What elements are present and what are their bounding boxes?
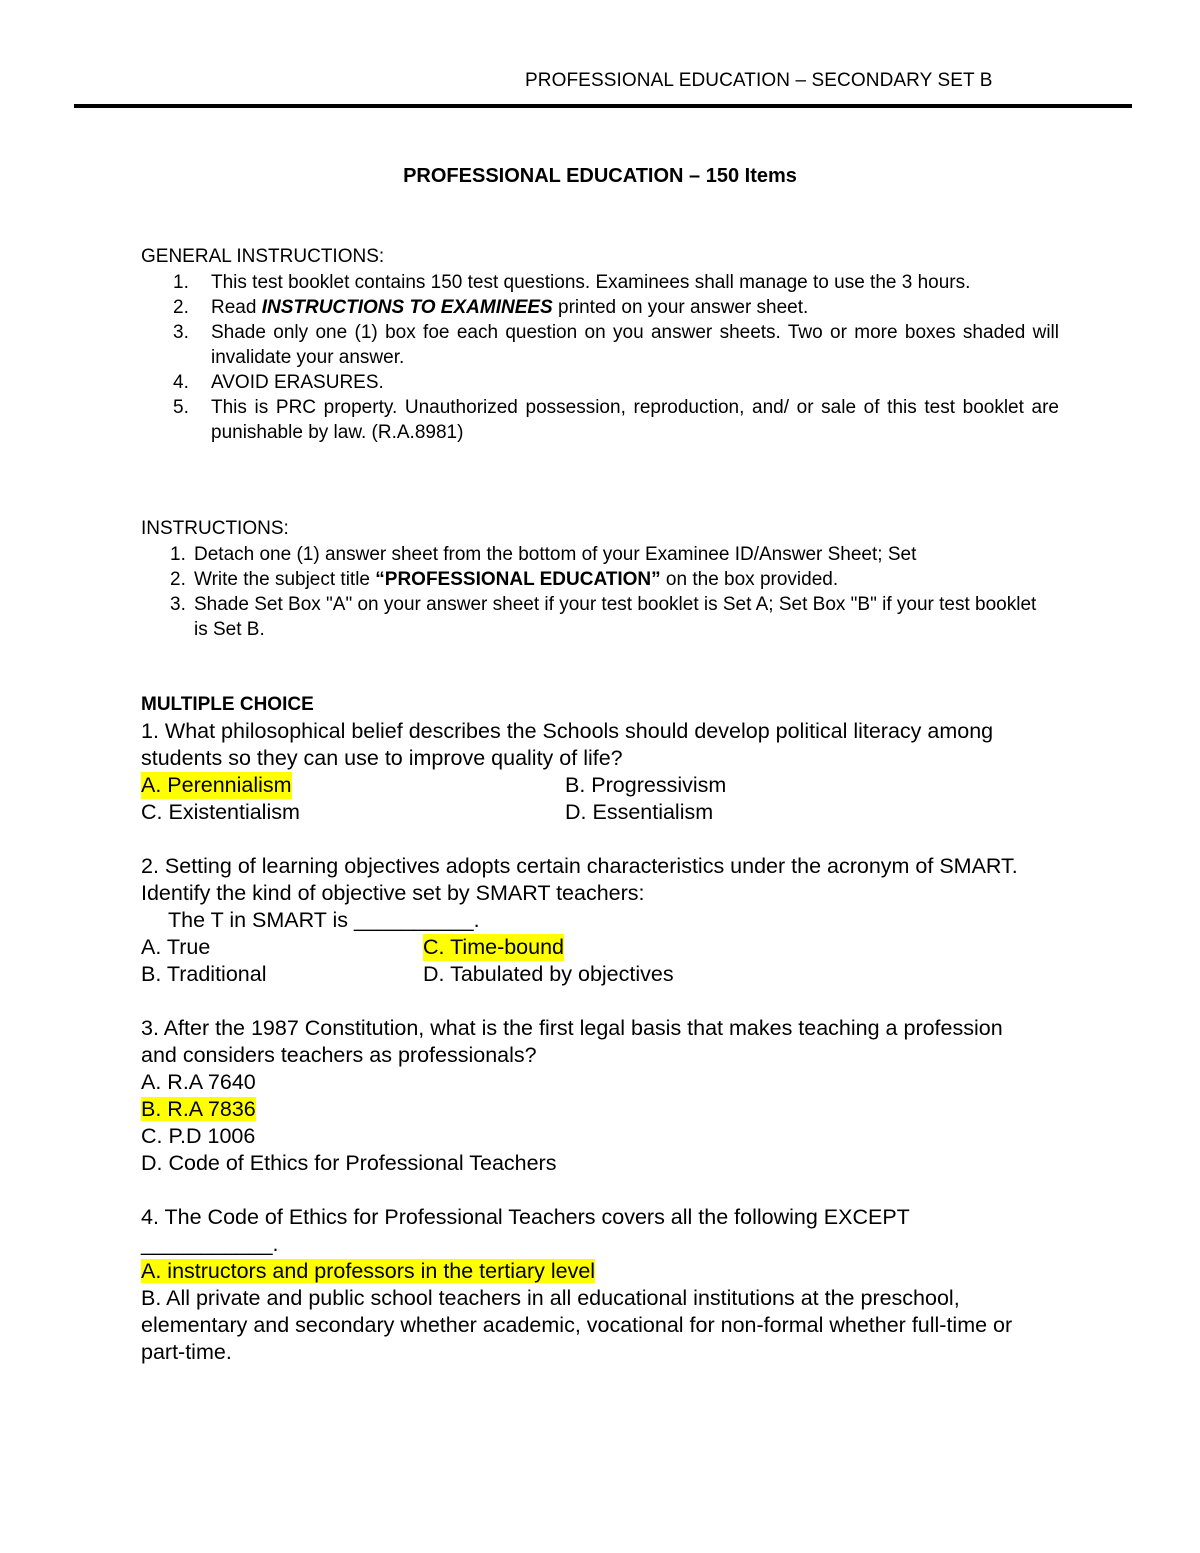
list-item [170,542,1050,567]
list-item [170,592,1050,642]
multiple-choice-section [141,691,1041,1366]
option-b: B. All private and public school teachers in all educational institutions at the preschool, elementary and secondary whether academic, vocational for non-formal whether full-time or part-time. [141,1286,1013,1364]
option-b: B. Traditional [141,962,267,986]
general-instructions-list [173,270,1059,445]
option-row [141,772,1041,799]
item-text-post: on the box provided. [660,569,839,590]
question-2 [141,853,1041,988]
item-number: 1. [173,272,189,293]
item-text: AVOID ERASURES. [211,372,384,393]
question-stem: 4. The Code of Ethics for Professional Teachers covers all the following EXCEPT [141,1205,910,1229]
general-instructions-label: GENERAL INSTRUCTIONS: [141,246,385,267]
list-item [173,370,1059,395]
option-row [141,934,1041,961]
question-3 [141,1015,1041,1177]
header-rule [74,104,1132,108]
question-sub: The T in SMART is __________. [168,908,480,932]
question-stem: 3. After the 1987 Constitution, what is the first legal basis that makes teaching a profession and considers teachers as professionals? [141,1016,1003,1067]
item-number: 4. [173,372,189,393]
item-text: Shade Set Box "A" on your answer sheet if your test booklet is Set A; Set Box "B" if your test booklet is Set B. [194,594,1037,640]
instructions-list [170,542,1050,642]
option-d: D. Essentialism [565,800,714,824]
item-text: Detach one (1) answer sheet from the bottom of your Examinee ID/Answer Sheet; Set [194,544,917,565]
item-text-emphasis: INSTRUCTIONS TO EXAMINEES [261,297,553,318]
item-text: This test booklet contains 150 test questions. Examinees shall manage to use the 3 hours. [211,272,971,293]
option-d: D. Tabulated by objectives [423,962,674,986]
option-a: A. True [141,935,211,959]
question-blank: ___________. [141,1232,279,1256]
option-d: D. Code of Ethics for Professional Teachers [141,1151,557,1175]
option-row [141,799,1041,826]
item-text: Shade only one (1) box foe each question on you answer sheets. Two or more boxes shaded will invalidate your answer. [211,322,1059,368]
option-a-correct: A. instructors and professors in the tertiary level [141,1259,596,1283]
instructions-label: INSTRUCTIONS: [141,518,289,539]
item-number: 1. [170,544,186,565]
question-4 [141,1204,1041,1366]
item-number: 5. [173,397,189,418]
item-number: 3. [170,594,186,615]
section-title: MULTIPLE CHOICE [141,694,314,715]
item-number: 2. [170,569,186,590]
list-item [173,320,1059,370]
header-text: PROFESSIONAL EDUCATION – SECONDARY SET B [525,70,993,91]
option-a: A. R.A 7640 [141,1070,256,1094]
option-b: B. Progressivism [565,773,727,797]
item-text-emphasis: “PROFESSIONAL EDUCATION” [375,569,661,590]
item-number: 2. [173,297,189,318]
option-b-correct: B. R.A 7836 [141,1097,256,1121]
option-c: C. Existentialism [141,800,300,824]
list-item [173,395,1059,445]
item-text-post: printed on your answer sheet. [552,297,809,318]
list-item [173,270,1059,295]
option-row [141,961,1041,988]
question-1 [141,718,1041,826]
list-item [170,567,1050,592]
question-stem: 2. Setting of learning objectives adopts certain characteristics under the acronym of SMART. Identify the kind of objective set by SMART teachers: [141,854,1018,905]
page-title: PROFESSIONAL EDUCATION – 150 Items [403,165,797,187]
option-a-correct: A. Perennialism [141,773,292,797]
item-text [211,295,1059,320]
question-stem: 1. What philosophical belief describes the Schools should develop political literacy among students so they can use to improve quality of life? [141,719,994,770]
item-text-pre: Write the subject title [194,569,376,590]
option-c-correct: C. Time-bound [423,935,565,959]
item-text-pre: Read [211,297,262,318]
item-text: This is PRC property. Unauthorized possession, reproduction, and/ or sale of this test booklet are punishable by law. (R.A.8981) [211,397,1059,443]
item-text [194,567,1050,592]
item-number: 3. [173,322,189,343]
list-item [173,295,1059,320]
option-c: C. P.D 1006 [141,1124,256,1148]
